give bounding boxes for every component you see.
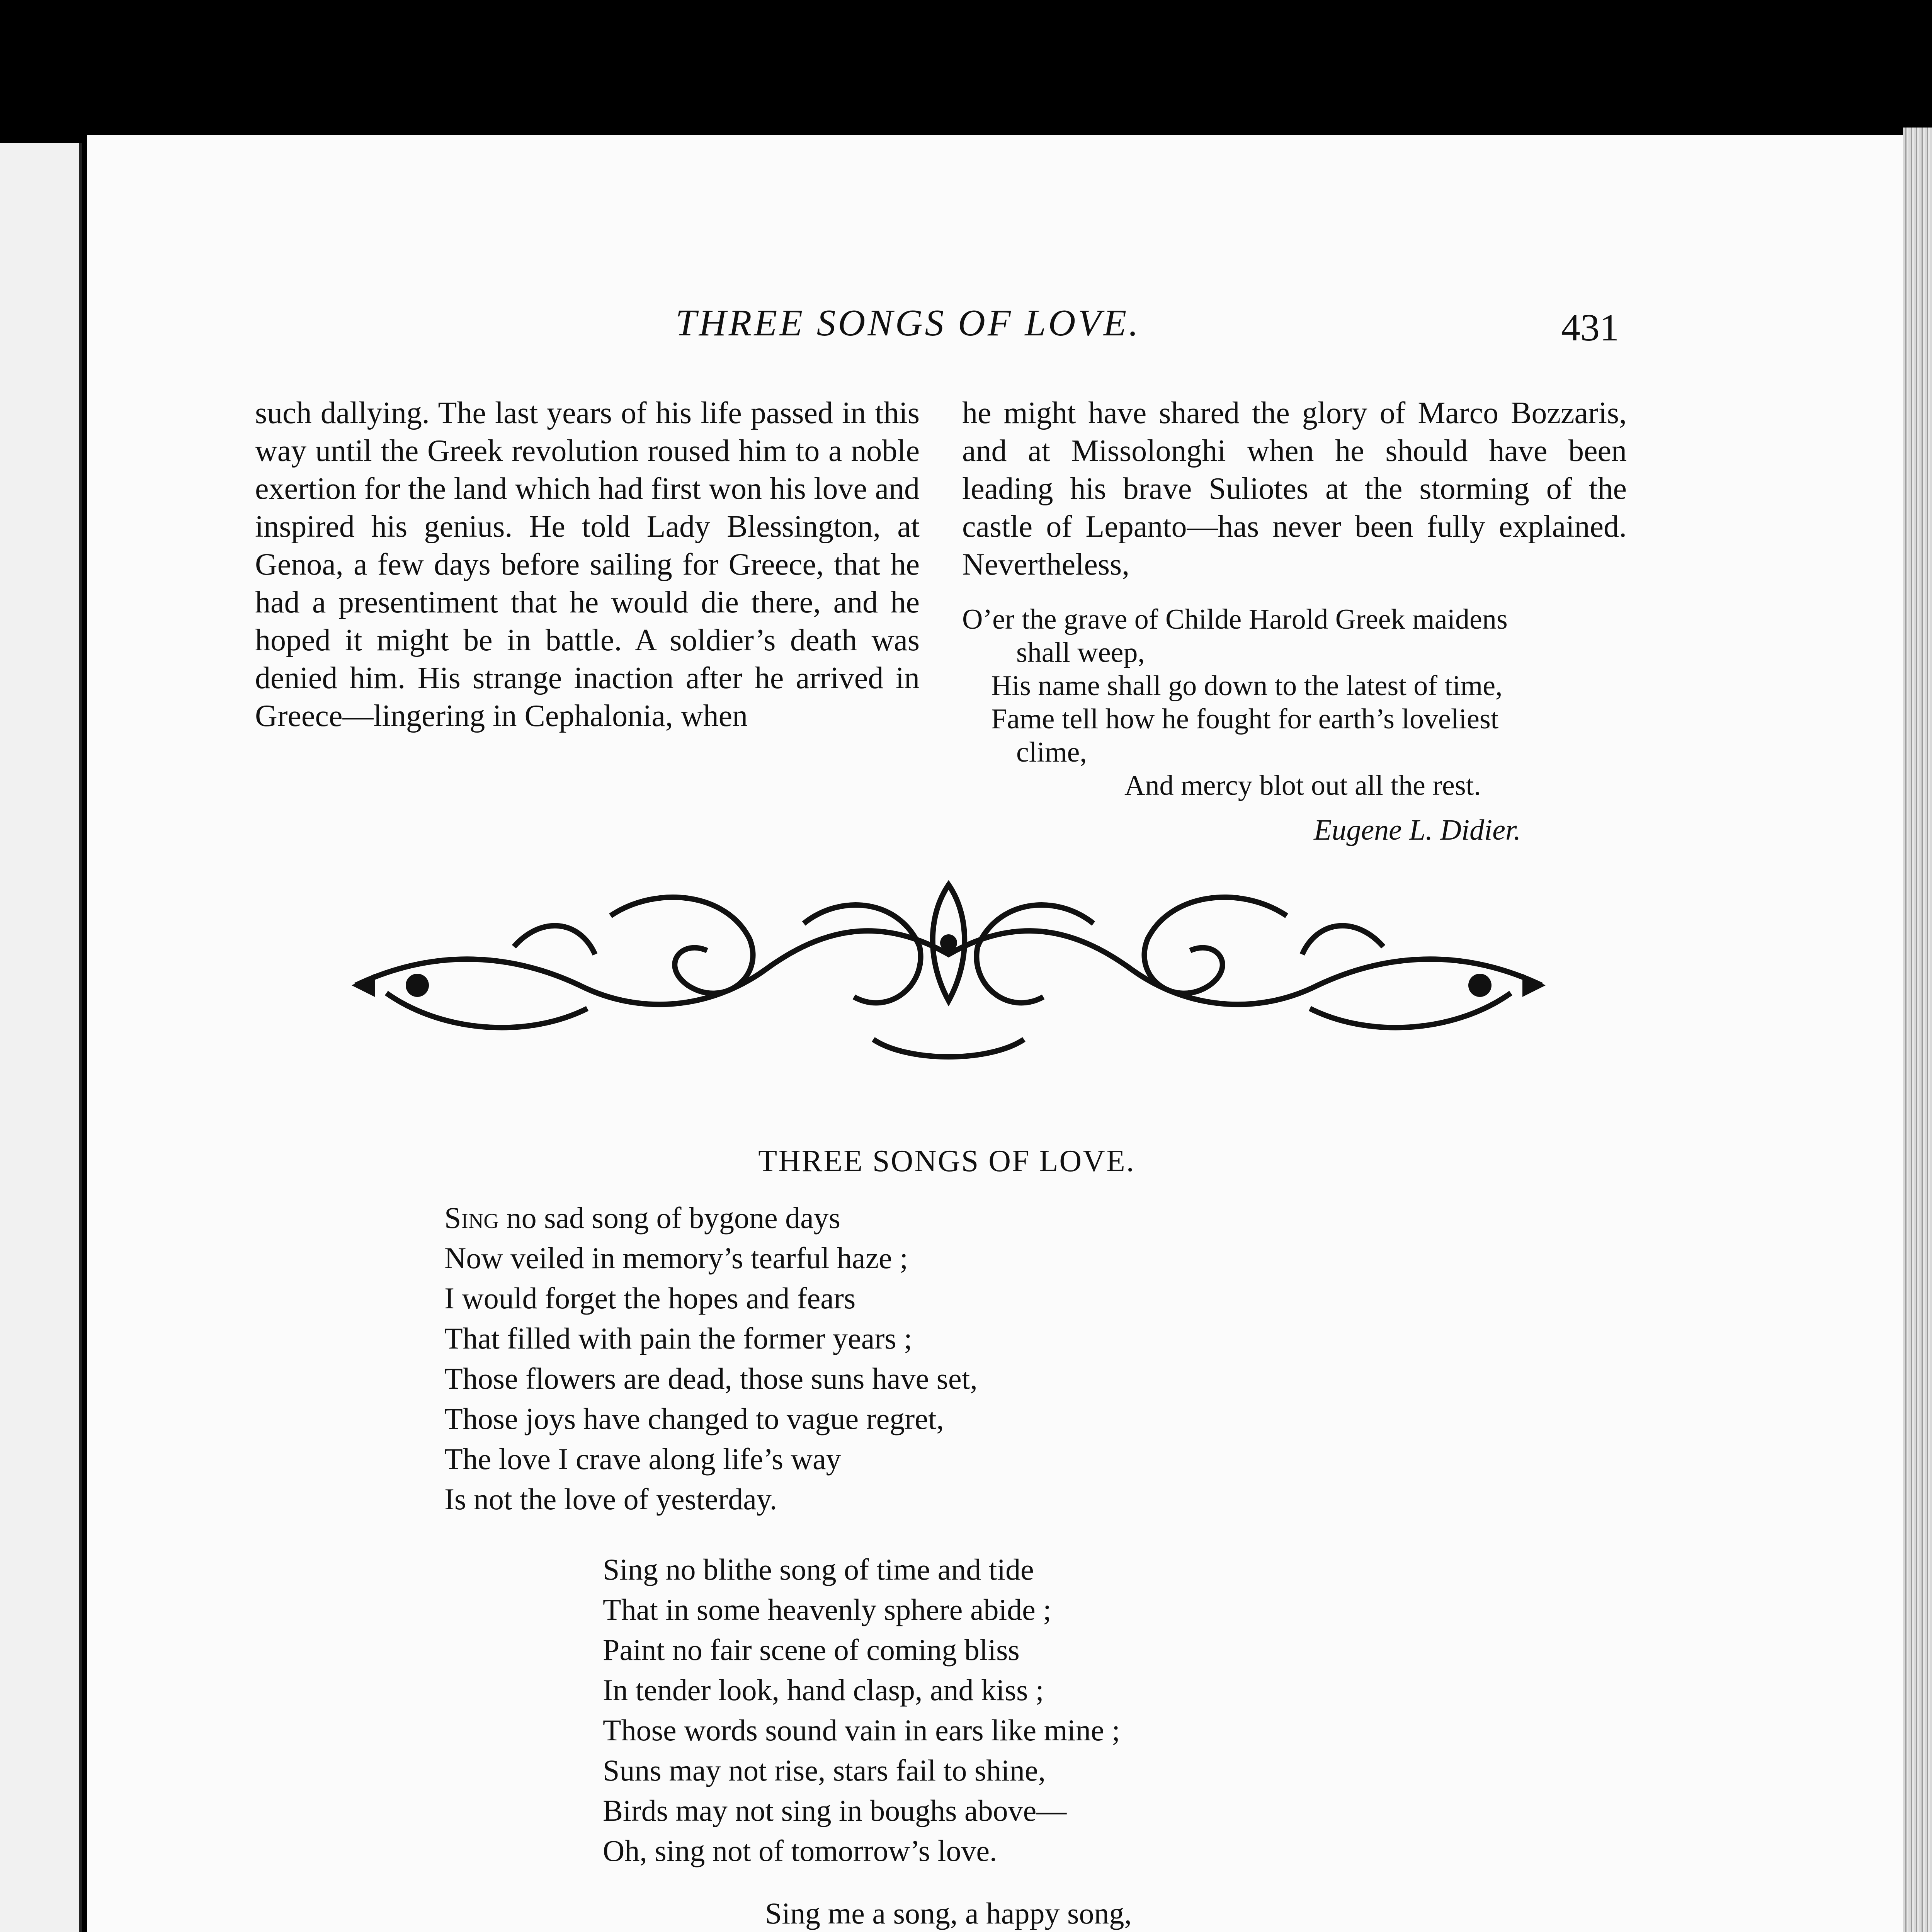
verse-line: Paint no fair scene of coming bliss bbox=[603, 1633, 1020, 1667]
ornament-scroll-icon bbox=[340, 869, 1557, 1078]
page-stack-edge bbox=[1903, 128, 1932, 1932]
verse-line: Birds may not sing in boughs above— bbox=[603, 1794, 1067, 1827]
verse-line: shall weep, bbox=[1016, 637, 1145, 668]
prose-paragraph: such dallying. The last years of his life passed in this way until the Greek revolution roused him to a noble exertion for the land which had first won his love and inspired his genius. He told Lady Blessington, at Genoa, a few days before sailing for Greece, that he had a presentiment that he would die there, and he hoped it might be in battle. A soldier’s death was denied him. His strange inaction after he arrived in Greece—lingering in Cephalonia, when bbox=[255, 396, 920, 733]
verse-line: And mercy blot out all the rest. bbox=[1124, 770, 1481, 801]
stanza-1 bbox=[444, 1198, 978, 1519]
verse-line: O’er the grave of Childe Harold Greek maidens bbox=[962, 604, 1508, 635]
verse-line: Sing no blithe song of time and tide bbox=[603, 1553, 1034, 1586]
drop-word: Sing bbox=[444, 1201, 499, 1235]
running-head: THREE SONGS OF LOVE. bbox=[675, 302, 1141, 344]
prose-right-column bbox=[962, 394, 1627, 583]
verse-line: Those flowers are dead, those suns have set, bbox=[444, 1362, 978, 1395]
verse-line: clime, bbox=[1016, 736, 1087, 768]
prose-paragraph: he might have shared the glory of Marco Bozzaris, and at Missolonghi when he should have been leading his brave Suliotes at the storming of the castle of Lepanto—has never been fully explained. Nevertheless, bbox=[962, 396, 1627, 582]
verse-line: Those joys have changed to vague regret, bbox=[444, 1402, 944, 1435]
verse-line-rest: no sad song of bygone days bbox=[499, 1201, 841, 1235]
prose-left-column bbox=[255, 394, 920, 735]
verse-line: Suns may not rise, stars fail to shine, bbox=[603, 1753, 1046, 1787]
verse-line: The love I crave along life’s way bbox=[444, 1442, 841, 1476]
author-signature: Eugene L. Didier. bbox=[1314, 814, 1521, 846]
verse-line: Sing me a song, a happy song, bbox=[765, 1896, 1132, 1930]
left-page-edge bbox=[0, 143, 82, 1932]
stanza-2 bbox=[603, 1549, 1120, 1871]
quoted-verse bbox=[962, 603, 1642, 802]
verse-line: That filled with pain the former years ; bbox=[444, 1321, 912, 1355]
verse-line: Is not the love of yesterday. bbox=[444, 1482, 777, 1516]
verse-line: Those words sound vain in ears like mine ; bbox=[603, 1713, 1120, 1747]
verse-line: That in some heavenly sphere abide ; bbox=[603, 1593, 1051, 1626]
stanza-3 bbox=[765, 1893, 1271, 1932]
verse-line: Oh, sing not of tomorrow’s love. bbox=[603, 1834, 997, 1867]
poem-title: THREE SONGS OF LOVE. bbox=[758, 1144, 1135, 1178]
verse-line: His name shall go down to the latest of time, bbox=[991, 670, 1503, 702]
verse-line: In tender look, hand clasp, and kiss ; bbox=[603, 1673, 1044, 1707]
page-number: 431 bbox=[1561, 306, 1619, 349]
verse-line: I would forget the hopes and fears bbox=[444, 1281, 856, 1315]
verse-line bbox=[444, 1198, 978, 1238]
verse-line: Fame tell how he fought for earth’s loveliest bbox=[991, 703, 1499, 735]
verse-line: Now veiled in memory’s tearful haze ; bbox=[444, 1241, 908, 1275]
